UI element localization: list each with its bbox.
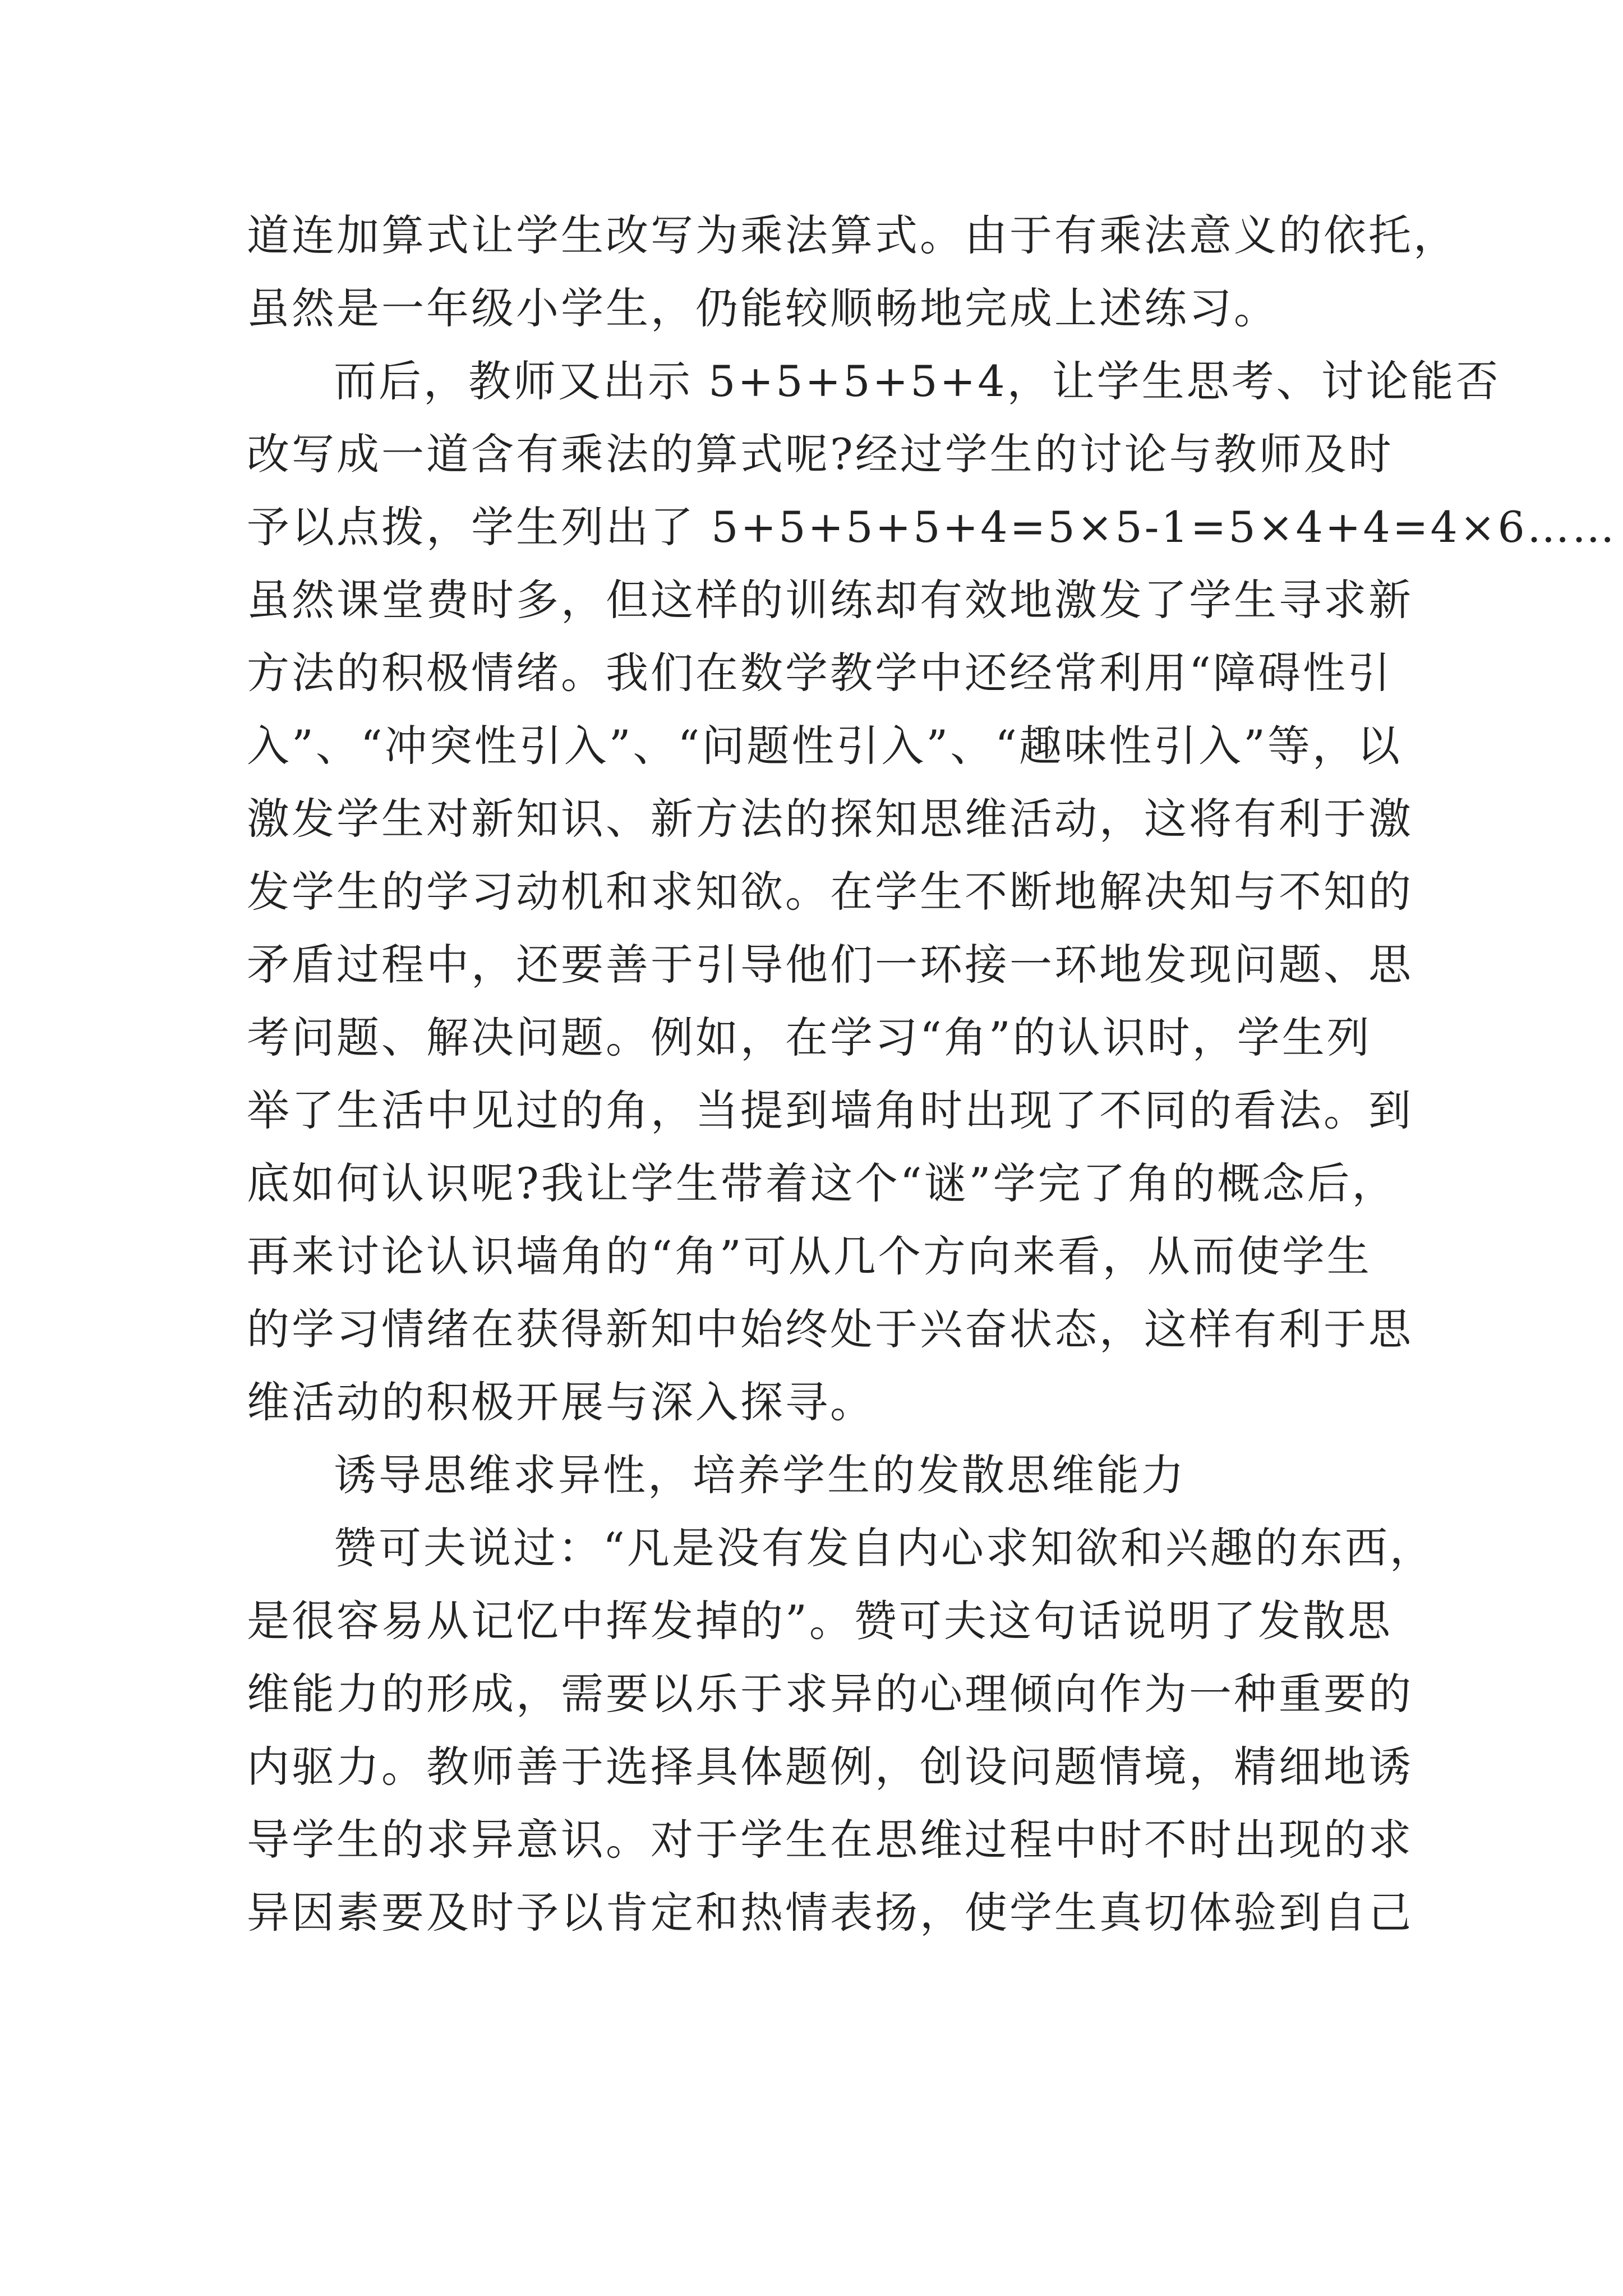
text-line: 是很容易从记忆中挥发掉的”。赞可夫这句话说明了发散思	[247, 1596, 1393, 1646]
text-line: 考问题、解决问题。例如，在学习“角”的认识时，学生列	[247, 1013, 1372, 1062]
text-line: 予以点拨，学生列出了 5+5+5+5+4=5×5-1=5×4+4=4×6……	[247, 502, 1617, 552]
text-line: 再来讨论认识墙角的“角”可从几个方向来看，从而使学生	[247, 1231, 1372, 1281]
text-line: 改写成一道含有乘法的算式呢?经过学生的讨论与教师及时	[247, 429, 1394, 479]
text-line: 激发学生对新知识、新方法的探知思维活动，这将有利于激	[247, 794, 1413, 844]
text-line: 发学生的学习动机和求知欲。在学生不断地解决知与不知的	[247, 867, 1413, 917]
text-line: 虽然是一年级小学生，仍能较顺畅地完成上述练习。	[247, 283, 1279, 333]
section-heading: 诱导思维求异性，培养学生的发散思维能力	[334, 1450, 1186, 1500]
text-line: 而后，教师又出示 5+5+5+5+4，让学生思考、讨论能否	[334, 356, 1501, 406]
text-line: 入”、“冲突性引入”、“问题性引入”、“趣味性引入”等，以	[247, 721, 1402, 771]
text-line: 赞可夫说过：“凡是没有发自内心求知欲和兴趣的东西，	[334, 1523, 1435, 1573]
text-line: 道连加算式让学生改写为乘法算式。由于有乘法意义的依托，	[247, 210, 1458, 260]
text-line: 的学习情绪在获得新知中始终处于兴奋状态，这样有利于思	[247, 1304, 1413, 1354]
text-line: 矛盾过程中，还要善于引导他们一环接一环地发现问题、思	[247, 940, 1413, 990]
text-line: 举了生活中见过的角，当提到墙角时出现了不同的看法。到	[247, 1085, 1413, 1135]
text-line: 内驱力。教师善于选择具体题例，创设问题情境，精细地诱	[247, 1742, 1413, 1792]
text-line: 导学生的求异意识。对于学生在思维过程中时不时出现的求	[247, 1815, 1413, 1865]
text-line: 异因素要及时予以肯定和热情表扬，使学生真切体验到自己	[247, 1888, 1413, 1938]
body-text	[247, 199, 1617, 1949]
text-line: 维能力的形成，需要以乐于求异的心理倾向作为一种重要的	[247, 1669, 1413, 1719]
text-line: 维活动的积极开展与深入探寻。	[247, 1377, 875, 1427]
text-line: 虽然课堂费时多，但这样的训练却有效地激发了学生寻求新	[247, 575, 1413, 625]
text-line: 方法的积极情绪。我们在数学教学中还经常利用“障碍性引	[247, 648, 1393, 698]
text-line: 底如何认识呢?我让学生带着这个“谜”学完了角的概念后，	[247, 1158, 1397, 1208]
